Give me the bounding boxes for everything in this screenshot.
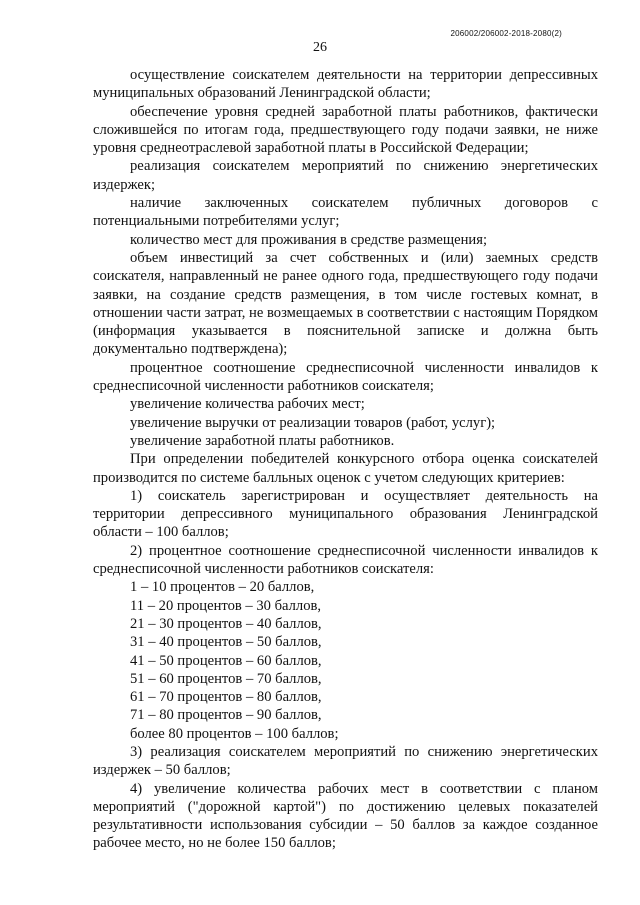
paragraph: увеличение выручки от реализации товаров (работ, услуг);	[130, 414, 496, 431]
score-line: 21 – 30 процентов – 40 баллов,	[130, 615, 322, 632]
paragraph: количество мест для проживания в средстве размещения;	[130, 231, 488, 248]
paragraph: увеличение количества рабочих мест;	[130, 396, 365, 413]
score-line: 31 – 40 процентов – 50 баллов,	[130, 634, 322, 651]
paragraph: обеспечение уровня средней заработной платы работников, фактически сложившейся по итогам года, предшествующего году подачи заявки, не ниже уровня среднеотраслевой заработной платы в Российской Федерации;	[93, 103, 598, 157]
paragraph: При определении победителей конкурсного отбора оценка соискателей производится по системе балльных оценок с учетом следующих критериев:	[93, 451, 598, 486]
document-code: 206002/206002-2018-2080(2)	[450, 29, 562, 38]
score-line: 71 – 80 процентов – 90 баллов,	[130, 707, 322, 724]
score-line: 41 – 50 процентов – 60 баллов,	[130, 652, 322, 669]
score-line: более 80 процентов – 100 баллов;	[130, 725, 339, 742]
page-number: 26	[313, 40, 327, 55]
paragraph: 3) реализация соискателем мероприятий по снижению энергетических издержек – 50 баллов;	[93, 743, 598, 779]
paragraph: 2) процентное соотношение среднесписочной численности инвалидов к среднесписочной численности работников соискателя:	[93, 542, 598, 578]
score-line: 1 – 10 процентов – 20 баллов,	[130, 579, 315, 596]
score-line: 51 – 60 процентов – 70 баллов,	[130, 670, 322, 687]
paragraph: реализация соискателем мероприятий по снижению энергетических издержек;	[93, 158, 598, 193]
score-line: 11 – 20 процентов – 30 баллов,	[130, 597, 322, 614]
paragraph: наличие заключенных соискателем публичных договоров с потенциальными потребителями услуг;	[93, 195, 598, 230]
paragraph: увеличение заработной платы работников.	[130, 432, 395, 449]
paragraph: 4) увеличение количества рабочих мест в соответствии с планом мероприятий ("дорожной картой") по достижению целевых показателей результативности использования субсидии – 50 баллов за каждое созданное рабочее место, но не более 150 баллов;	[93, 780, 598, 852]
paragraph: осуществление соискателем деятельности на территории депрессивных муниципальных образований Ленинградской области;	[93, 67, 598, 102]
paragraph: процентное соотношение среднесписочной численности инвалидов к среднесписочной численности работников соискателя;	[93, 359, 598, 395]
score-line: 61 – 70 процентов – 80 баллов,	[130, 689, 322, 706]
paragraph: объем инвестиций за счет собственных и (или) заемных средств соискателя, направленный не ранее одного года, предшествующего году подачи заявки, на создание средств размещения, в том числе гостевых комнат, в отношении части затрат, не возмещаемых в соответствии с настоящим Порядком (информация указывается в пояснительной записке и должна быть документально подтверждена);	[93, 249, 598, 358]
paragraph: 1) соискатель зарегистрирован и осуществляет деятельность на территории депрессивного муниципального образования Ленинградской области – 100 баллов;	[93, 487, 598, 541]
document-body	[93, 66, 598, 853]
